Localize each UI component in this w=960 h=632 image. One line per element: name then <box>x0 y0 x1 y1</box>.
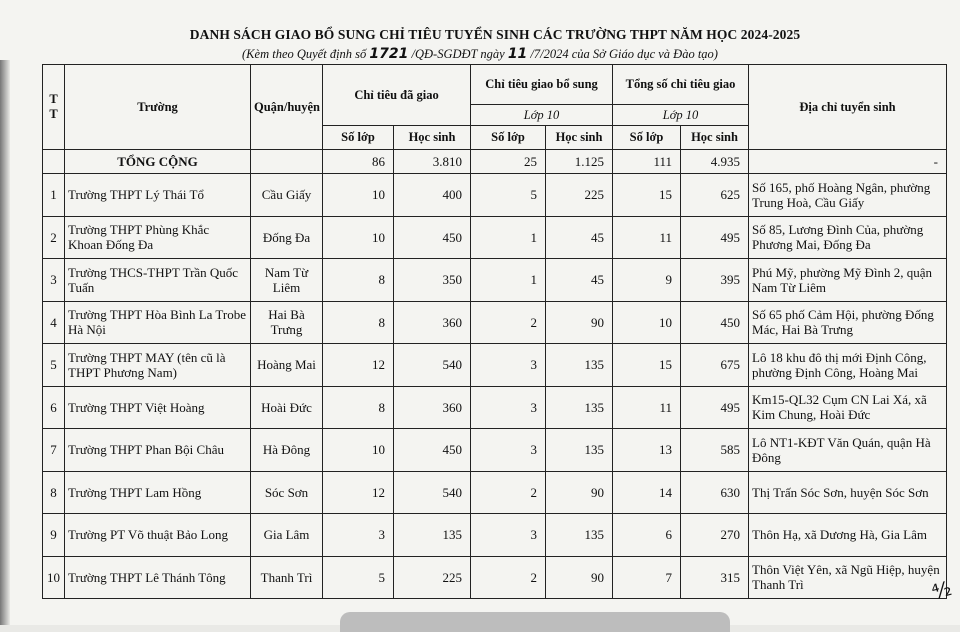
cell-t-cls: 11 <box>613 386 681 429</box>
cell-s-cls: 3 <box>471 386 546 429</box>
table-row <box>43 556 947 599</box>
table-row <box>43 301 947 344</box>
table-row <box>43 216 947 259</box>
total-label: TỔNG CỘNG <box>65 150 251 174</box>
cell-a-cls: 12 <box>323 344 394 387</box>
table-row <box>43 174 947 217</box>
total-assigned-classes: 86 <box>323 150 394 174</box>
cell-a-cls: 12 <box>323 471 394 514</box>
cell-district: Hai Bà Trưng <box>251 301 323 344</box>
cell-t-cls: 6 <box>613 514 681 557</box>
cell-s-cls: 2 <box>471 301 546 344</box>
cell-a-st: 450 <box>394 216 471 259</box>
cell-district: Hoàng Mai <box>251 344 323 387</box>
total-total-students: 4.935 <box>681 150 749 174</box>
cell-a-cls: 8 <box>323 386 394 429</box>
decision-number: 1721 <box>369 46 409 62</box>
cell-a-st: 225 <box>394 556 471 599</box>
cell-school: Trường THCS-THPT Trần Quốc Tuấn <box>65 259 251 302</box>
header-total-students: Học sinh <box>681 126 749 150</box>
table-row <box>43 259 947 302</box>
cell-a-st: 400 <box>394 174 471 217</box>
cell-t-st: 395 <box>681 259 749 302</box>
bottom-overlay-bar <box>340 612 730 632</box>
cell-s-cls: 5 <box>471 174 546 217</box>
cell-a-st: 135 <box>394 514 471 557</box>
cell-district: Đống Đa <box>251 216 323 259</box>
cell-a-cls: 8 <box>323 301 394 344</box>
document-subtitle <box>0 46 960 62</box>
header-address: Địa chỉ tuyển sinh <box>749 65 947 150</box>
cell-tt: 5 <box>43 344 65 387</box>
subtitle-suffix: /7/2024 của Sở Giáo dục và Đào tạo) <box>527 47 718 61</box>
cell-district: Nam Từ Liêm <box>251 259 323 302</box>
cell-t-st: 270 <box>681 514 749 557</box>
header-total-classes: Số lớp <box>613 126 681 150</box>
photo-edge-shadow <box>0 60 10 625</box>
cell-school: Trường THPT MAY (tên cũ là THPT Phương Nam) <box>65 344 251 387</box>
cell-school: Trường THPT Lê Thánh Tông <box>65 556 251 599</box>
cell-s-cls: 1 <box>471 216 546 259</box>
cell-a-cls: 5 <box>323 556 394 599</box>
document-title: DANH SÁCH GIAO BỔ SUNG CHỈ TIÊU TUYỂN SINH CÁC TRƯỜNG THPT NĂM HỌC 2024-2025 <box>189 27 801 42</box>
cell-tt: 6 <box>43 386 65 429</box>
cell-s-st: 90 <box>546 471 613 514</box>
header-assigned-students: Học sinh <box>394 126 471 150</box>
cell-s-st: 45 <box>546 216 613 259</box>
header-assigned-classes: Số lớp <box>323 126 394 150</box>
cell-t-st: 630 <box>681 471 749 514</box>
subtitle-prefix: (Kèm theo Quyết định số <box>242 47 370 61</box>
cell-district: Hoài Đức <box>251 386 323 429</box>
cell-a-cls: 10 <box>323 429 394 472</box>
cell-address: Số 165, phố Hoàng Ngân, phường Trung Hoà, Cầu Giấy <box>749 174 947 217</box>
cell-s-st: 90 <box>546 301 613 344</box>
header-total: Tổng số chỉ tiêu giao <box>613 65 749 105</box>
cell-district: Thanh Trì <box>251 556 323 599</box>
cell-district: Gia Lâm <box>251 514 323 557</box>
cell-a-st: 450 <box>394 429 471 472</box>
cell-tt: 8 <box>43 471 65 514</box>
cell-s-st: 90 <box>546 556 613 599</box>
cell-t-cls: 15 <box>613 344 681 387</box>
cell-t-st: 495 <box>681 386 749 429</box>
cell-s-cls: 2 <box>471 556 546 599</box>
cell-school: Trường THPT Lý Thái Tổ <box>65 174 251 217</box>
cell-t-cls: 14 <box>613 471 681 514</box>
cell-a-st: 540 <box>394 471 471 514</box>
table-row <box>43 429 947 472</box>
cell-address: Thị Trấn Sóc Sơn, huyện Sóc Sơn <box>749 471 947 514</box>
cell-a-cls: 10 <box>323 174 394 217</box>
table-row <box>43 514 947 557</box>
table-row <box>43 344 947 387</box>
cell-tt: 2 <box>43 216 65 259</box>
cell-school: Trường THPT Lam Hồng <box>65 471 251 514</box>
table-row <box>43 386 947 429</box>
cell-address: Thôn Việt Yên, xã Ngũ Hiệp, huyện Thanh Trì <box>749 556 947 599</box>
cell-a-cls: 8 <box>323 259 394 302</box>
cell-district: Sóc Sơn <box>251 471 323 514</box>
total-assigned-students: 3.810 <box>394 150 471 174</box>
cell-district: Cầu Giấy <box>251 174 323 217</box>
cell-address: Số 85, Lương Đình Của, phường Phương Mai, Đống Đa <box>749 216 947 259</box>
cell-a-cls: 3 <box>323 514 394 557</box>
quota-table <box>42 64 947 599</box>
cell-school: Trường THPT Hòa Bình La Trobe Hà Nội <box>65 301 251 344</box>
cell-address: Phú Mỹ, phường Mỹ Đình 2, quận Nam Từ Liêm <box>749 259 947 302</box>
cell-district: Hà Đông <box>251 429 323 472</box>
cell-s-st: 135 <box>546 514 613 557</box>
header-supplement-students: Học sinh <box>546 126 613 150</box>
cell-t-cls: 11 <box>613 216 681 259</box>
cell-t-cls: 7 <box>613 556 681 599</box>
decision-day: 11 <box>507 46 528 62</box>
total-total-classes: 111 <box>613 150 681 174</box>
cell-a-st: 350 <box>394 259 471 302</box>
cell-tt: 7 <box>43 429 65 472</box>
cell-address: Lô 18 khu đô thị mới Định Công, phường Định Công, Hoàng Mai <box>749 344 947 387</box>
cell-tt: 1 <box>43 174 65 217</box>
cell-address: Lô NT1-KĐT Văn Quán, quận Hà Đông <box>749 429 947 472</box>
cell-tt: 3 <box>43 259 65 302</box>
cell-s-cls: 2 <box>471 471 546 514</box>
cell-s-st: 45 <box>546 259 613 302</box>
cell-address: Thôn Hạ, xã Dương Hà, Gia Lâm <box>749 514 947 557</box>
cell-tt: 9 <box>43 514 65 557</box>
header-assigned: Chỉ tiêu đã giao <box>323 65 471 126</box>
header-district: Quận/huyện <box>251 65 323 150</box>
cell-s-st: 135 <box>546 429 613 472</box>
header-supplement-grade: Lớp 10 <box>471 105 613 126</box>
table-row <box>43 471 947 514</box>
cell-t-cls: 9 <box>613 259 681 302</box>
header-supplement-classes: Số lớp <box>471 126 546 150</box>
cell-school: Trường PT Võ thuật Bảo Long <box>65 514 251 557</box>
header-total-grade: Lớp 10 <box>613 105 749 126</box>
cell-t-cls: 10 <box>613 301 681 344</box>
total-supplement-classes: 25 <box>471 150 546 174</box>
cell-a-cls: 10 <box>323 216 394 259</box>
cell-s-cls: 3 <box>471 514 546 557</box>
cell-t-cls: 13 <box>613 429 681 472</box>
cell-address: Km15-QL32 Cụm CN Lai Xá, xã Kim Chung, Hoài Đức <box>749 386 947 429</box>
cell-tt: 10 <box>43 556 65 599</box>
cell-s-cls: 3 <box>471 344 546 387</box>
cell-tt: 4 <box>43 301 65 344</box>
cell-t-st: 315 <box>681 556 749 599</box>
cell-t-st: 675 <box>681 344 749 387</box>
header-supplement: Chỉ tiêu giao bổ sung <box>471 65 613 105</box>
total-address: - <box>749 150 947 174</box>
header-school: Trường <box>65 65 251 150</box>
total-tt <box>43 150 65 174</box>
total-supplement-students: 1.125 <box>546 150 613 174</box>
cell-s-cls: 1 <box>471 259 546 302</box>
cell-s-st: 225 <box>546 174 613 217</box>
cell-school: Trường THPT Phan Bội Châu <box>65 429 251 472</box>
cell-t-st: 585 <box>681 429 749 472</box>
cell-a-st: 360 <box>394 301 471 344</box>
handwritten-initial: ⁴⁄₂ <box>929 575 955 605</box>
cell-school: Trường THPT Việt Hoàng <box>65 386 251 429</box>
cell-t-st: 625 <box>681 174 749 217</box>
cell-t-st: 450 <box>681 301 749 344</box>
cell-a-st: 540 <box>394 344 471 387</box>
cell-address: Số 65 phố Cảm Hội, phường Đống Mác, Hai Bà Trưng <box>749 301 947 344</box>
cell-s-st: 135 <box>546 386 613 429</box>
total-row <box>43 150 947 174</box>
cell-school: Trường THPT Phùng Khắc Khoan Đống Đa <box>65 216 251 259</box>
cell-s-st: 135 <box>546 344 613 387</box>
total-district <box>251 150 323 174</box>
subtitle-middle: /QĐ-SGDĐT ngày <box>408 47 508 61</box>
cell-t-cls: 15 <box>613 174 681 217</box>
header-tt: T T <box>43 65 65 150</box>
cell-t-st: 495 <box>681 216 749 259</box>
cell-s-cls: 3 <box>471 429 546 472</box>
cell-a-st: 360 <box>394 386 471 429</box>
